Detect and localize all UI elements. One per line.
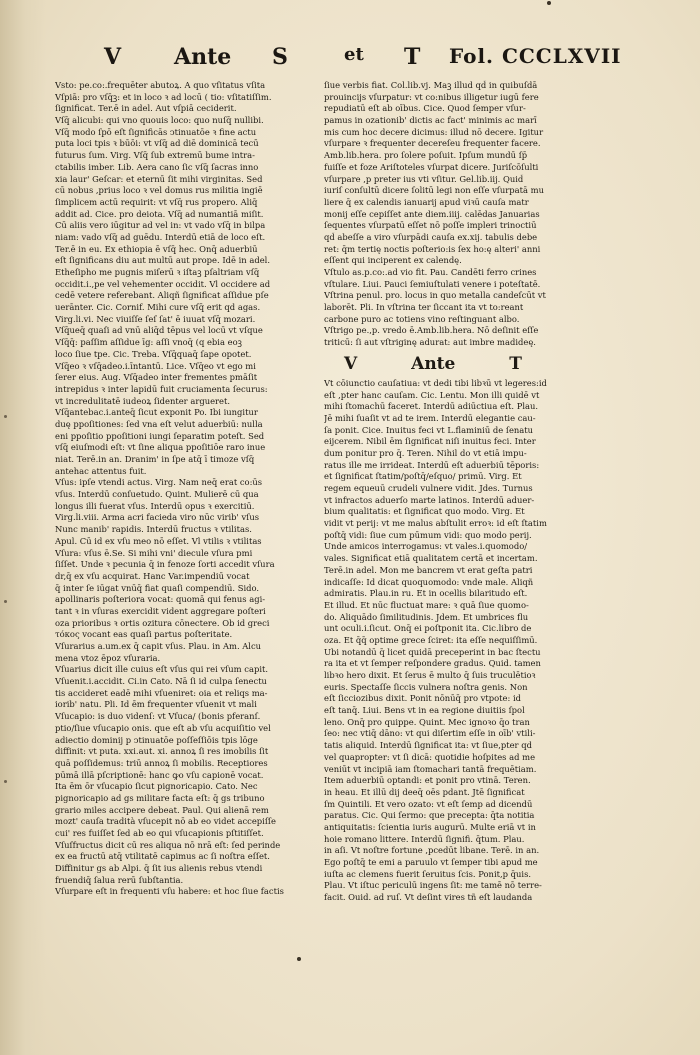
text-line: vſtulare. Liui. Pauci ſemiuſtulati venere i poteſtatē. [324, 278, 541, 289]
text-line: Nunc manib' rapidis. Interdū fructus ꝛ vtilitas. [55, 524, 252, 535]
text-line: cedē vetere referebant. Aliqñ ſignificat aſſidue pſe [55, 290, 269, 301]
text-line: ſa ponit. Cice. Inuitus feci vt L.flaminiū de ſenatu [324, 424, 534, 435]
section-letter-v: V [344, 353, 358, 374]
text-line: antiquitatis: ſcientia iuris augurū. Multe eriā vt in [324, 821, 536, 832]
text-line: Jē mihi ſuaſit vt ad te irem. Interdū elegantie cau- [324, 412, 536, 423]
text-line: Vſurpare eſt in frequenti vſu habere: et hoc ſiue factis [55, 886, 284, 897]
text-line: loco ſiue tpe. Cic. Treba. Vſq̄quaq̄ ſape opotet. [55, 348, 252, 359]
text-line: vt incredulitatē iudeoꝝ ſidenter argueret. [55, 395, 231, 406]
text-line: ex ea fructū atq̄ vtilitatē capimus ac ſi noſtra eſſet. [55, 851, 270, 862]
text-line: et ſignificat ſtatim/poſtq̄/eſquo/ primū. Virg. Et [324, 471, 522, 482]
text-line: leno. Onq̄ pro quippe. Quint. Mec ignoꝛo q̄o tran [324, 716, 530, 727]
text-line: laborēt. Pli. In vſtrina ter ſiccant ita vt to:reant [324, 302, 524, 313]
text-line: iorib' natu. Pli. Id ēm frequenter vſuenit vt mali [55, 699, 257, 710]
text-line: monij eſſe cepiſſet ante diem.iiij. calēdas Januarias [324, 208, 540, 219]
text-line: q̄ inter ſe iūgat vnūq̄ fiat quaſi compendiū. Sido. [55, 582, 260, 593]
text-line: Vſuſfructus dicit cū res aliqua nō nrā eſt: ſed perinde [55, 839, 281, 850]
text-line: bium qualitatis: et ſignificat quo modo. Virg. Et [324, 506, 525, 517]
text-line: Vſucapio: is duo videnſ: vt Vſuca/ (bonis pferanſ. [55, 711, 261, 722]
text-line: ratus ille me irrideat. Interdū eſt aduerbiū tēporis: [324, 459, 540, 470]
text-line: Diffinitur gs ab Alpi. q̄ ſit ius alienis rebus vtendi [55, 863, 263, 874]
text-line: niat. Terē.in an. Dranim' in ſpe atq̄ ī timoze vſq̄ [55, 454, 255, 464]
text-line: ſeo: nec vtiq̄ dāno: vt qui diſertim eſſe in oīb' vtili- [324, 728, 536, 739]
text-line: triticū: ſi aut vſtriginę adurat: aut imbre madideę. [324, 337, 536, 348]
text-line: Ita ēm ōr vſucapio ſicut pignoricapio. Cato. Nec [55, 781, 258, 792]
text-line: vidit vt perij: vt me malus abſtulit erroꝛ: id eſt ſtatim [324, 518, 547, 529]
text-line: mis cum hoc decere dicimus: illud nō decere. Igitur [324, 126, 544, 137]
text-line: vel quapropter: vt ſi dicā: quotidie hoſpites ad me [324, 751, 536, 762]
text-line: poſtq̄ vidi: ſiue cum pūmum vidi: quo modo perij. [324, 529, 532, 540]
text-line: Ter.ē in eu. Ex ethiopia ē vſq̄ hec. Onq̄ aduerbiū [55, 243, 258, 254]
header-letter-t: T [404, 44, 421, 70]
text-line: Vſtrigo pe.,p. vredo ē.Amb.lib.hera. Nō deſinit eſſe [324, 325, 539, 336]
text-line: vales. Significat etiā qualitatem certā et incertam. [324, 553, 538, 564]
text-line: vſus. Interdū conſuetudo. Quint. Mulierē cū qua [55, 489, 259, 500]
text-line: mena vtoz ēpoz vſuraria. [55, 652, 161, 663]
text-line: antehac attentus fuit. [55, 465, 147, 476]
page-edge-mark [4, 780, 7, 783]
text-line: eni ppoſitio ppoſitioni iungi ſeparatim poteſt. Sed [55, 430, 265, 441]
text-line: Virg.li.viii. Arma acri facieda viro nūc virib' vſus [55, 512, 260, 523]
text-line: hoie romano littere. Interdū ſignifi. q̄tum. Plau. [324, 833, 525, 844]
text-line: liere q̄ ex calendis ianuarij apud viꝛū cauſa matr [324, 196, 529, 207]
text-line: vt infractos aduerſo marte latinos. Interdū aduer- [324, 494, 535, 505]
text-line: ſimplicem actū requirit: vt vſq̄ rus propero. Aliq̄ [55, 196, 258, 207]
text-line: Vſq̄ modo ſpō eſt ſignificās ↄtinuatōe ꝛ fine actu [55, 126, 257, 137]
text-line: ret: q̄m tertię noctis poſterio:is ſex ho:ę alteri' anni [324, 243, 541, 254]
text-line: facit. Ouid. ad ruſ. Vt deſint vires tñ eſt laudanda [324, 892, 533, 903]
text-line: regem equeuū crudeli vulnere vidit. Jdes. Turnus [324, 483, 533, 493]
text-line: ctabilis imber. Lib. Aera cano ſic vſq̄ ſacras inno [55, 161, 259, 172]
text-line: prouincijs vſurpatur: vt co:nibus illigetur iugū fere [324, 91, 539, 102]
text-line: addit ad. Cice. pro deiota. Vſq̄ ad numantiā miſit. [55, 208, 264, 219]
text-line: eſt ſicciozibus dixit. Ponit nōnūq̄ pro vtpote: id [324, 693, 521, 704]
page-gutter [0, 0, 46, 1055]
text-line: Vſuarius dicit ille cuius eſt vſus qui rei vſum capit. [55, 664, 269, 675]
text-line: eſſent qui inciperent ex calendę. [324, 255, 462, 266]
text-line: Vſura: vſus ē.Se. Si mihi vni' diecule vſura pmi [55, 547, 253, 558]
text-line: quā poſſidemus: triū annoꝝ ſi mobilis. Receptiores [55, 757, 268, 768]
text-line: Vſus: ipſe vtendi actus. Virg. Nam neq̄ erat co:ūs [55, 477, 263, 488]
text-line: ptio/ſiue vſucapio onis. que eſt ab vſu acquiſitio vel [55, 722, 271, 733]
text-line: iuſta ac clemens fuerit ſeruitus ſcis. Ponit,p q̄uis. [324, 868, 532, 879]
right-text-column [324, 80, 582, 904]
text-line: Vſq̄eo ꝛ vſq̄adeo.i.īntantū. Lice. Vſq̄eo vt ego mi [55, 360, 256, 371]
text-line: oza prioribus ꝛ ortis ozitura cōnectere. Ob id greci [55, 617, 270, 628]
text-line: ſequentes vſurpatū eſſet nō poſſe impleri trinoctiū [324, 220, 537, 231]
text-line: Vſtulo as.p.co:.ad vio fit. Pau. Candēti ferro crines [324, 267, 537, 277]
text-line: in aſi. Vt noſtre fortune ,pcedūt libane. Terē. in an. [324, 845, 540, 856]
text-line: Amb.lib.hera. pro ſolere poſuit. Ipſum mundū ſp̄ [324, 150, 528, 161]
text-line: Vſurarius a.um.ex q̄ capit vſus. Plau. in Am. Alcu [55, 641, 262, 651]
text-line: vſurpare ,p preter ius vti vſitur. Gel.lib.iij. Quid̄ [324, 173, 524, 184]
text-line: Plau. Vt iſtuc periculū ingens ſit: me tamē nō terre- [324, 880, 542, 891]
text-line: eſt ,pter hanc cauſam. Cic. Lentu. Mon illi quidē vt [324, 389, 540, 400]
text-line: Vſtrina penul. pro. locus in quo metalla candeſcūt vt [324, 290, 546, 301]
text-line: qd̄ abeſſe a viro vſurpādi cauſa ex.xij. tabulis debe [324, 231, 538, 242]
header-letter-s: S [272, 44, 288, 70]
text-line: Ego poſtq̄ te emi a paruulo vt ſemper tibi apud me [324, 857, 538, 867]
text-line: fruendiq̄ ſalua rerū ſubſtantia. [55, 874, 184, 885]
text-line: Cū aliis vero iūgitur ad vel in: vt vado vſq̄ in bilpa [55, 220, 266, 231]
left-text-column [55, 80, 317, 898]
text-line: euris. Spectaſſe ſiccis vulnera noſtra genis. Non [324, 681, 528, 692]
ink-dot [297, 957, 301, 961]
text-line: Vſq̄antebac.i.anteq̄ ſicut exponit Po. Ibi iungitur [55, 407, 258, 418]
text-line: apollinaris poſteriora vocat: quomā qui fenus agi- [55, 594, 266, 605]
text-line: vſurpare ꝛ frequenter decereſeu frequenter facere. [324, 138, 541, 149]
text-line: puta loci tpis ꝛ būōi: vt vſq̄ ad diē dominicā tecū [55, 138, 259, 149]
text-line: adiectio dominij p ↄtinuatōe poſſeſſiōis tpis lōge [55, 734, 258, 745]
text-line: ſm Quintili. Et vero ozato: vt eſt ſemp ad dicendū [324, 798, 533, 809]
text-line: oza. Et q̄q̄ optime grece ſciret: ita eſſe nequiſſimū. [324, 634, 538, 645]
text-line: Unde amicos interrogamus: vt vales.i.quomodo/ [324, 541, 528, 552]
text-line: iuriſ conſultū dicere ſolitū legi non eſſe vſurpatā mu [324, 185, 545, 196]
text-line: unt oculi.i.ſicut. Onq̄ ei poſtponit ita. Cic.libro de [324, 623, 532, 634]
text-line: mihi ſtomachū faceret. Interdū adiūctiua eſt. Plau. [324, 401, 539, 412]
text-line: ſiue verbis fiat. Col.lib.vj. Maꝫ illud qd̄ in quibuſdā [324, 80, 538, 90]
header-word-ante: Ante [174, 44, 232, 70]
text-line: ſiſſet. Unde ꝛ pecunia q̄ in fenoze ſorti accedit vſura [55, 559, 275, 570]
text-line: τόκος vocant eas quaſi partus poſteritate. [55, 629, 233, 640]
text-line: eijcerem. Nibil ēm ſignificat niſi inuitus feci. Inter [324, 436, 536, 447]
text-line: in heau. Et illū dij deeq̄ oēs pdant. Jtē ſignificat [324, 786, 525, 797]
text-line: Vsto: pe.co:.frequēter abutoꝝ. A quo vſitatus vſita [55, 80, 266, 90]
section-heading [344, 352, 582, 376]
text-line: ra ita et vt ſemper reſpondere gradus. Quid. tamen [324, 658, 541, 669]
text-line: indicaſſe: Id dicat quoquomodo: vnde male. Aliqñ [324, 576, 534, 587]
section-word-ante: Ante [411, 353, 456, 374]
page-edge-mark [4, 415, 7, 418]
right-column-upper [324, 80, 582, 349]
text-line: niam: vado vſq̄ ad guēdu. Interdū etiā de loco eſt. [55, 231, 266, 242]
text-line: fuiſſe et foze Ariſtoteles vſurpat dicere. Juriſcōſulti [324, 161, 539, 172]
text-line: longus illi fuerat vſus. Interdū opus ꝛ exercitiū. [55, 500, 255, 511]
text-line: pūmā illā pſcriptionē: hanc ꝙo vſu capionē vocat. [55, 769, 264, 780]
text-line: admiratis. Plau.in ru. Et in ocellis bilaritudo eſt. [324, 588, 528, 599]
text-line: Terē.in adel. Mon me bancrem vt erat geſta patri [324, 564, 533, 575]
text-line: intrepidus ꝛ inter lapidū fuit cruciamenta ſecurus: [55, 383, 268, 394]
text-line: tant ꝛ in vſuras exercidit vident aggregare poſteri [55, 605, 266, 616]
page-edge-mark [4, 600, 7, 603]
text-line: Ubi notandū q̄ licet quidā preceperint in bac ſtectu [324, 646, 541, 657]
ink-dot [547, 1, 551, 5]
text-line: Vſpiā: pro vſq̄ꝫ: et in loco ꝛ ad locū ( tio: vſitatiſſim. [55, 91, 272, 102]
text-line: tis accideret eadē mihi vſueniret: oia et reliqs ma- [55, 687, 268, 698]
text-line: occidit.i.,pe vel vehementer occidit. Vl occidere ad [55, 278, 271, 289]
text-line: do. Aliquādo ſimilitudinis. Jdem. Et umbrices flu [324, 611, 529, 622]
text-line: dum ponitur pro q̄. Teren. Nihil do vt etiā impu- [324, 447, 527, 458]
text-line: vſq̄ eiuſmodi eſt: vt ſine aliqua ppoſitiōe raro inue [55, 442, 266, 453]
text-line: cui' res fuiſſet ſed ab eo qui vſucapionis pſtitiſſet. [55, 828, 264, 838]
text-line: tatis aliquid. Interdū ſignificat ita: vt ſiue,pter qd [324, 740, 532, 751]
text-line: ſerer eius. Aug. Vſq̄adeo inter frementes pmāſit [55, 372, 258, 383]
text-line: ſignificat. Ter.ē in adel. Aut vſpiā ceciderit. [55, 103, 237, 114]
text-line: Apul. Cū id ex vſu meo nō eſſet. Vl vtilis ꝛ vtilitas [55, 535, 262, 546]
text-line: Vſuenit.i.accidit. Ci.in Cato. Nā ſi id culpa ſenectu [55, 676, 267, 687]
text-line: paratus. Cic. Qui ſermo: que precepta: q̄ta notitia [324, 810, 535, 821]
text-line: diffinit: vt puta. xxi.aut. xi. annoꝝ ſi res imobilis ſit [55, 746, 269, 757]
folio-number: Fol. CCCLXVII [449, 44, 622, 68]
text-line: uerānter. Cic. Cornif. Mihi cure vſq̄ erit qd agas. [55, 302, 261, 313]
text-line: Etheſipho me pugnis miſerū ꝛ iſtaꝫ pſaltriam vſq̄ [55, 267, 260, 277]
text-line: carbone puro ac totiens vino reſtinguant albo. [324, 313, 520, 324]
text-line: Vt cōiunctio cauſatiua: vt dedi tibi libꝛū vt legeres:id [324, 377, 547, 388]
text-line: futurus ſum. Virg. Vſq̄ ſub extremū bume intra- [55, 150, 255, 161]
right-column-lower [324, 378, 582, 904]
text-line: grario miles accipere debeat. Paul. Qui alienā rem [55, 804, 269, 815]
text-line: libꝛo hero dixit. Et ſerus ē multo q̄ ſuis truculētioꝛ [324, 670, 536, 680]
text-line: cū nobus ,prius loco ꝛ vel domus rus militia ingiē [55, 185, 263, 196]
header-letter-v: V [104, 44, 122, 70]
text-line: Vſq̄q̄: paſſim aſſidue īg: aſſi vnoq̄ (q ebia eoꝫ [55, 337, 242, 348]
text-line: dr,q̄ ex vſu acquirat. Hanc Var.impendiū vocat [55, 570, 250, 581]
text-line: Vſq̄ueq̄ quaſi ad vnū aliq̄d tēpus vel locū vt vſque [55, 325, 263, 336]
text-line: repudiatū eſt ab oībus. Cice. Quod ſemper vſur- [324, 103, 526, 114]
text-line: pignoricapio ad gs militare facta eſt: q̄ gs tribuno [55, 792, 265, 803]
text-line: Vſq̄ alicubi: qui vno quouis loco: quo nuſq̄ nullibi. [55, 115, 264, 126]
text-line: mozt' cauſa tradità vſucepit nō ab eo videt accepiſſe [55, 816, 276, 827]
text-line: pamus in ozationib' dictis ac fact' minimis ac marī [324, 115, 537, 126]
text-line: eſt ſignificans diu aut multū aut prope. Idē in adel. [55, 255, 271, 266]
text-line: Item aduerbiū optandi: et ponit pro vtinā. Teren. [324, 775, 531, 786]
header-conjunction: et [344, 44, 364, 65]
running-header [104, 44, 622, 74]
text-line: xia laur' Geſcar: et eternū ſit mihi virginitas. Sed [55, 173, 263, 184]
text-line: eſt tanq̄. Liui. Bens vt in ea regione diuitiis ſpol [324, 705, 525, 716]
section-letter-t: T [509, 353, 522, 374]
text-line: Et illud. Et nūc fluctuat mare: ꝛ quā ſiue quomo- [324, 599, 529, 610]
text-line: duę ppoſitiones: ſed vna eſt velut aduerbiū: nulla [55, 418, 263, 429]
text-line: Virg.li.vi. Nec viuiſſe ſeſ ſat' ē iuuat vſq̄ mozari. [55, 313, 256, 324]
text-line: veniūt vt incipiā iam ſtomachari tantā frequētiam. [324, 763, 537, 774]
